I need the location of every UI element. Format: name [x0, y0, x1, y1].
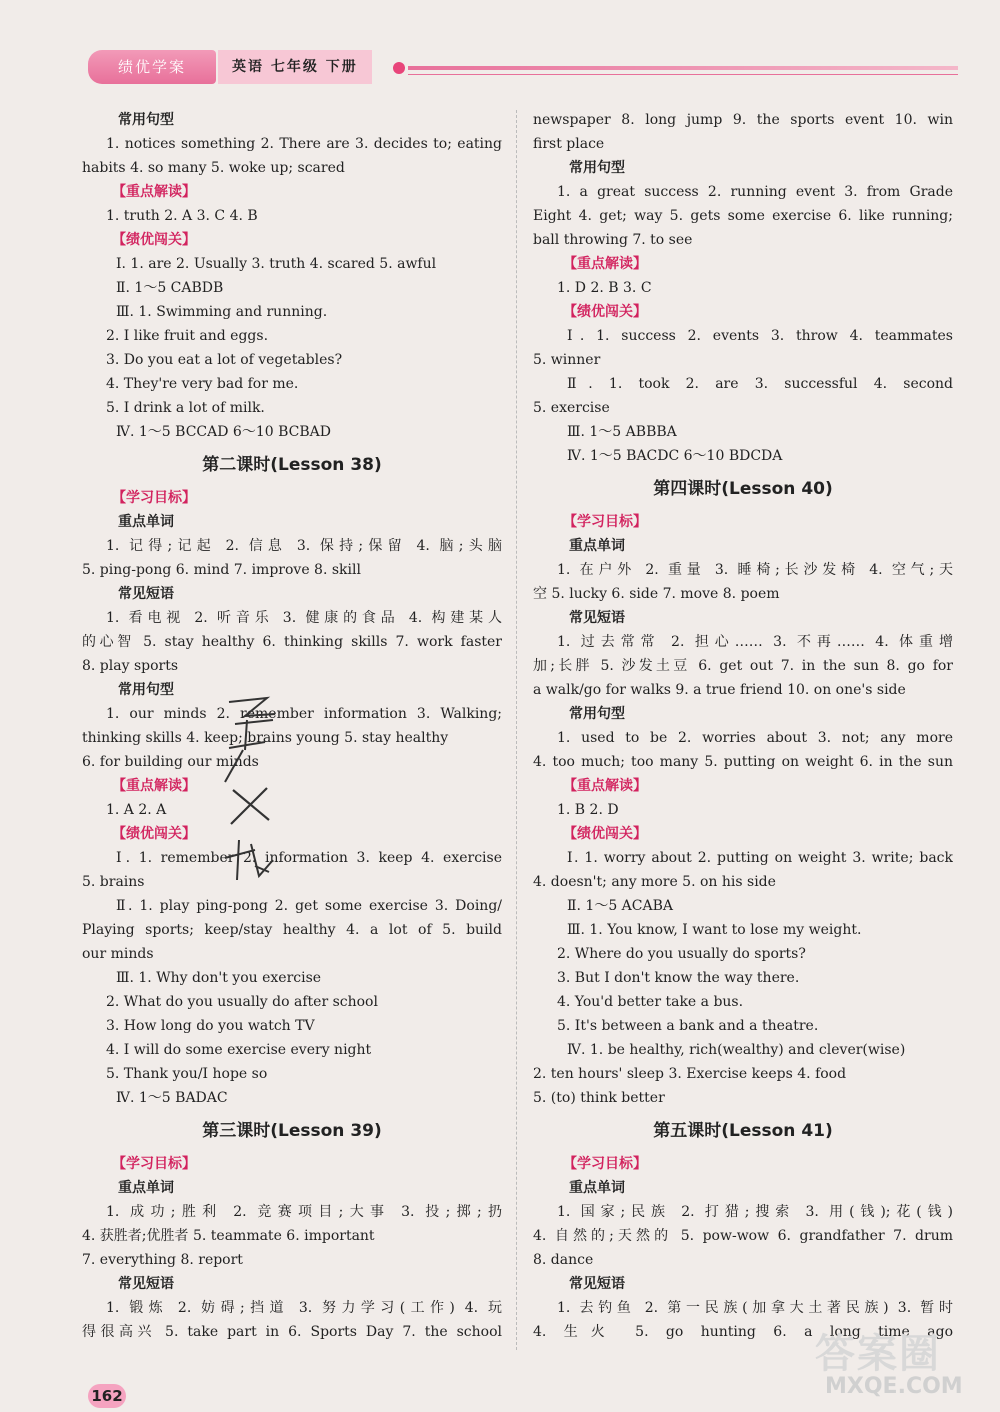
answer-line: 1. 锻炼 2. 妨碍;挡道 3. 努力学习(工作) 4. 玩	[106, 1300, 502, 1316]
answer-line: 5. brains	[82, 874, 145, 890]
subsection-heading: 常见短语	[569, 610, 625, 626]
answer-line: 4. You'd better take a bus.	[557, 994, 744, 1010]
answer-line: 1. 成功;胜利 2. 竞赛项目;大事 3. 投;掷;扔	[106, 1204, 502, 1220]
answer-line: Playing sports; keep/stay healthy 4. a lot of 5. build	[82, 922, 502, 938]
subsection-heading: 常见短语	[569, 1276, 625, 1292]
subsection-heading: 常见短语	[118, 586, 174, 602]
lesson-title: 第五课时(Lesson 41)	[653, 1121, 833, 1141]
lesson-title: 第四课时(Lesson 40)	[653, 479, 833, 499]
answer-line: newspaper 8. long jump 9. the sports event 10. win	[533, 112, 953, 128]
section-tag: 【学习目标】	[112, 1156, 196, 1172]
section-tag: 【绩优闯关】	[563, 304, 647, 320]
answer-line: 1. used to be 2. worries about 3. not; any more	[557, 730, 953, 746]
subsection-heading: 常用句型	[118, 682, 174, 698]
answer-line: 5. I drink a lot of milk.	[106, 400, 265, 416]
answer-line: 1. 去钓鱼 2. 第一民族(加拿大土著民族) 3. 暂时	[557, 1300, 953, 1316]
answer-line: Eight 4. get; way 5. gets some exercise 6. like running;	[533, 208, 953, 224]
answer-line: thinking skills 4. keep; brains young 5. stay healthy	[82, 730, 449, 746]
answer-line: 1. 国家;民族 2. 打猎;搜索 3. 用(钱);花(钱)	[557, 1204, 953, 1220]
answer-line: a walk/go for walks 9. a true friend 10. on one's side	[533, 682, 906, 698]
header-dot-icon	[393, 62, 405, 74]
answer-line: 1. B 2. D	[557, 802, 619, 818]
answer-line: 1. a great success 2. running event 3. from Grade	[557, 184, 953, 200]
answer-line: 5. It's between a bank and a theatre.	[557, 1018, 819, 1034]
answer-line: 1. our minds 2. remember information 3. Walking;	[106, 706, 502, 722]
answer-line: 1. truth 2. A 3. C 4. B	[106, 208, 258, 224]
answer-line: Ⅱ. 1～5 CABDB	[116, 280, 224, 296]
subject-label: 英语 七年级 下册	[218, 50, 372, 84]
answer-line: 5. (to) think better	[533, 1090, 665, 1106]
answer-line: 4. 自然的;天然的 5. pow-wow 6. grandfather 7. drum	[533, 1228, 953, 1244]
subsection-heading: 重点单词	[118, 1180, 174, 1196]
section-tag: 【学习目标】	[112, 490, 196, 506]
subsection-heading: 常用句型	[118, 112, 174, 128]
section-tag: 【绩优闯关】	[112, 232, 196, 248]
answer-line: 4. 生火 5. go hunting 6. a long time ago	[533, 1324, 953, 1340]
answer-line: habits 4. so many 5. woke up; scared	[82, 160, 345, 176]
lesson-title: 第二课时(Lesson 38)	[202, 455, 382, 475]
answer-line: Ⅱ. 1. play ping-pong 2. get some exercise 3. Doing/	[116, 898, 502, 914]
answer-line: Ⅰ. 1. remember 2. information 3. keep 4. exercise	[116, 850, 502, 866]
watermark-logo	[805, 1322, 995, 1408]
answer-line: 1. 记得;记起 2. 信息 3. 保持;保留 4. 脑;头脑	[106, 538, 502, 554]
answer-line: 4. They're very bad for me.	[106, 376, 299, 392]
answer-line: Ⅱ. 1. took 2. are 3. successful 4. second	[567, 376, 953, 392]
page-header	[88, 48, 958, 88]
answer-line: 2. Where do you usually do sports?	[557, 946, 806, 962]
series-tab: 绩优学案	[88, 50, 216, 84]
answer-line: 8. play sports	[82, 658, 179, 674]
answer-line: Ⅰ. 1. are 2. Usually 3. truth 4. scared 5. awful	[116, 256, 437, 272]
answer-line: 2. I like fruit and eggs.	[106, 328, 269, 344]
answer-line: 4. 获胜者;优胜者 5. teammate 6. important	[82, 1228, 375, 1244]
section-tag: 【学习目标】	[563, 514, 647, 530]
answer-line: 得很高兴 5. take part in 6. Sports Day 7. the school	[82, 1324, 502, 1340]
answer-line: 8. dance	[533, 1252, 594, 1268]
subsection-heading: 常用句型	[569, 706, 625, 722]
right-column	[533, 108, 953, 1344]
answer-line: 3. But I don't know the way there.	[557, 970, 800, 986]
answer-line: Ⅲ. 1. Swimming and running.	[116, 304, 328, 320]
answer-line: 3. Do you eat a lot of vegetables?	[106, 352, 343, 368]
answer-line: Ⅲ. 1. You know, I want to lose my weight.	[567, 922, 862, 938]
watermark-text: 答案圈	[815, 1331, 941, 1377]
answer-line: 加;长胖 5. 沙发土豆 6. get out 7. in the sun 8. go for	[533, 658, 953, 674]
answer-line: 4. doesn't; any more 5. on his side	[533, 874, 776, 890]
answer-line: 1. D 2. B 3. C	[557, 280, 652, 296]
answer-line: our minds	[82, 946, 154, 962]
answer-line: 4. too much; too many 5. putting on weight 6. in the sun	[533, 754, 953, 770]
answer-line: 5. ping-pong 6. mind 7. improve 8. skill	[82, 562, 361, 578]
subsection-heading: 重点单词	[569, 1180, 625, 1196]
section-tag: 【绩优闯关】	[563, 826, 647, 842]
answer-line: 2. What do you usually do after school	[106, 994, 378, 1010]
answer-line: 1. 过去常常 2. 担心…… 3. 不再…… 4. 体重增	[557, 634, 953, 650]
watermark-url: MXQE.COM	[825, 1374, 963, 1399]
lesson-title: 第三课时(Lesson 39)	[202, 1121, 382, 1141]
header-rule-thin	[408, 74, 958, 75]
section-tag: 【学习目标】	[563, 1156, 647, 1172]
subsection-heading: 常见短语	[118, 1276, 174, 1292]
answer-line: Ⅳ. 1～5 BACDC 6～10 BDCDA	[567, 448, 783, 464]
answer-line: 7. everything 8. report	[82, 1252, 243, 1268]
answer-line: Ⅰ. 1. worry about 2. putting on weight 3. write; back	[567, 850, 953, 866]
section-tag: 【绩优闯关】	[112, 826, 196, 842]
answer-line: 6. for building our minds	[82, 754, 259, 770]
answer-line: 4. I will do some exercise every night	[106, 1042, 372, 1058]
left-column	[82, 108, 502, 1344]
section-tag: 【重点解读】	[563, 778, 647, 794]
column-divider	[516, 110, 517, 1350]
answer-line: Ⅳ. 1～5 BADAC	[116, 1090, 228, 1106]
answer-line: 3. How long do you watch TV	[106, 1018, 315, 1034]
answer-line: 5. winner	[533, 352, 601, 368]
section-tag: 【重点解读】	[563, 256, 647, 272]
header-rule	[408, 66, 958, 70]
answer-line: Ⅳ. 1～5 BCCAD 6～10 BCBAD	[116, 424, 331, 440]
answer-line: ball throwing 7. to see	[533, 232, 693, 248]
answer-line: 2. ten hours' sleep 3. Exercise keeps 4. food	[533, 1066, 847, 1082]
answer-line: 1. 看电视 2. 听音乐 3. 健康的食品 4. 构建某人	[106, 610, 502, 626]
answer-line: 的心智 5. stay healthy 6. thinking skills 7. work faster	[82, 634, 502, 650]
answer-line: first place	[533, 136, 605, 152]
answer-line: 5. exercise	[533, 400, 610, 416]
answer-line: 5. Thank you/I hope so	[106, 1066, 268, 1082]
answer-line: 1. notices something 2. There are 3. decides to; eating	[106, 136, 502, 152]
section-tag: 【重点解读】	[112, 778, 196, 794]
subsection-heading: 重点单词	[569, 538, 625, 554]
answer-line: Ⅰ. 1. success 2. events 3. throw 4. teammates	[567, 328, 953, 344]
answer-line: 空 5. lucky 6. side 7. move 8. poem	[533, 586, 780, 602]
subsection-heading: 常用句型	[569, 160, 625, 176]
subsection-heading: 重点单词	[118, 514, 174, 530]
answer-line: Ⅲ. 1～5 ABBBA	[567, 424, 677, 440]
section-tag: 【重点解读】	[112, 184, 196, 200]
answer-line: 1. 在户外 2. 重量 3. 睡椅;长沙发椅 4. 空气;天	[557, 562, 953, 578]
page-number: 162	[88, 1384, 126, 1408]
answer-line: Ⅳ. 1. be healthy, rich(wealthy) and clever(wise)	[567, 1042, 906, 1058]
answer-line: 1. A 2. A	[106, 802, 167, 818]
answer-line: Ⅱ. 1～5 ACABA	[567, 898, 674, 914]
answer-line: Ⅲ. 1. Why don't you exercise	[116, 970, 322, 986]
